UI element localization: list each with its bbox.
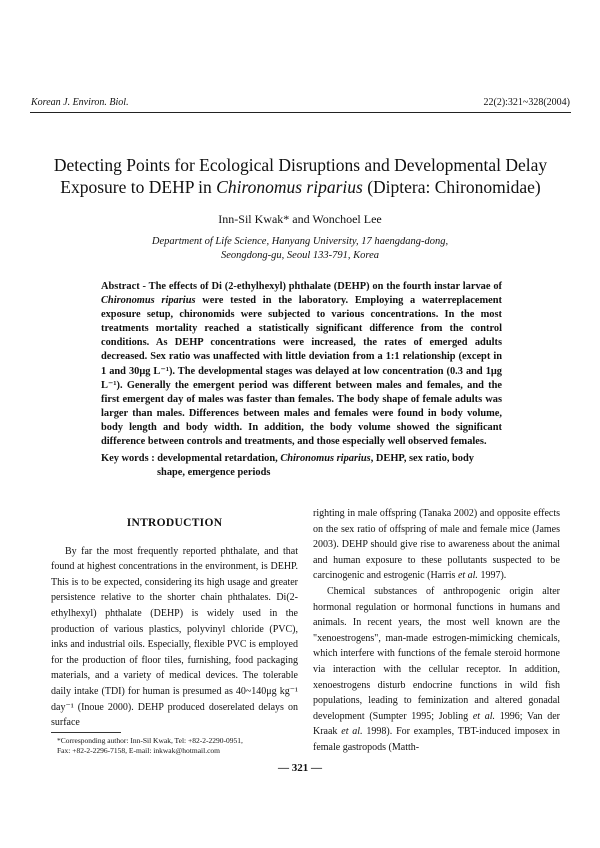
right-p0-text-b: 1997). <box>477 570 507 582</box>
left-column <box>51 506 298 731</box>
title-text-pre: Exposure to DEHP in <box>60 177 217 197</box>
right-p1-etal-2: et al. <box>341 726 363 738</box>
abstract-species: Chironomus riparius <box>101 295 196 307</box>
affiliation-line-2: Seongdong-gu, Seoul 133-791, Korea <box>221 250 379 261</box>
right-p1-text-b: 1996; Van der Kraak <box>313 710 561 738</box>
right-p1-text-a: Chemical substances of anthropogenic origin alter hormonal regulation or hormonal functions in humans and animals. In recent years, the most well known are the "xenoestrogens", man-made estrogen-mimicking chemicals, which interfere with functions of the female steroid hormone via interaction with the cellular receptor. In addition, xenoestrogens disturb endocrine functions in wild fish populations, leading to feminization and altered gonadal development (Sumpter 1995; Jobling <box>313 585 560 722</box>
affiliation <box>0 235 600 263</box>
right-paragraph-1 <box>313 584 560 756</box>
footnote-line-2: Fax: +82-2-2296-7158, E-mail: inkwak@hotmail.com <box>57 745 220 755</box>
running-header-journal: Korean J. Environ. Biol. <box>31 97 129 108</box>
keywords-text-3: shape, emergence periods <box>157 467 271 478</box>
right-p1-etal-1: et al. <box>472 710 496 722</box>
abstract-text-1: Abstract - The effects of Di (2-ethylhexyl) phthalate (DEHP) on the fourth instar larvae of <box>101 281 502 292</box>
keywords-species: Chironomus riparius <box>280 453 371 464</box>
right-column <box>313 506 560 756</box>
keywords-text-1: developmental retardation, <box>157 453 281 464</box>
abstract-text-2: were tested in the laboratory. Employing a waterreplacement exposure setup, chironomids were subjected to various concentrations. In the most treatments mortality reached a statistically significant difference from the control conditions. As DEHP concentrations were increased, the rates of emerged adults decreased. Sex ratio was unaffected with little deviation from a 1:1 relationship (except in 1 and 30μg L⁻¹). The developmental stages was delayed at low concentration (0.3 and 1μg L⁻¹). Generally the emergent period was different between males and females, and the first emergent day of males was faster than females. The body shape of female adults was larger than males. Differences between males and females were found in body volume, body length and body width. In addition, the body volume showed the significant difference between controls and treatments, and those especially well observed females. <box>101 295 502 448</box>
authors: Inn-Sil Kwak* and Wonchoel Lee <box>218 212 382 226</box>
title-line-1: Detecting Points for Ecological Disruptions and Developmental Delay <box>53 155 548 175</box>
footnote <box>57 736 243 755</box>
right-p0-text-a: righting in male offspring (Tanaka 2002) and opposite effects on the sex ratio of offspring of male and female mice (James 2003). DEHP should give rise to awareness about the animal and human exposure to these pollutants suspected to be carcinogenic and estrogenic (Harris <box>313 508 560 582</box>
right-p0-etal: et al. <box>457 570 478 582</box>
title-line-2 <box>30 176 571 198</box>
right-p1-text-c: 1998). For examples, TBT-induced imposex in female gastropods (Matth- <box>313 726 560 753</box>
footnote-rule <box>51 732 121 733</box>
keywords-text-2: , DEHP, sex ratio, body <box>370 453 474 464</box>
right-paragraph-0 <box>313 506 560 584</box>
keywords-label: Key words : <box>101 453 158 464</box>
footnote-line-1: *Corresponding author: Inn-Sil Kwak, Tel: +82-2-2290-0951, <box>57 736 243 745</box>
header-rule <box>30 112 571 113</box>
introduction-heading: INTRODUCTION <box>126 517 223 529</box>
abstract <box>101 280 502 449</box>
title-species: Chironomus riparius <box>216 177 363 197</box>
page-number: — 321 — <box>278 762 322 774</box>
running-header-issue: 22(2):321~328(2004) <box>483 97 570 108</box>
title-text-post: (Diptera: Chironomidae) <box>362 177 541 197</box>
keywords <box>101 452 506 480</box>
intro-paragraph-1: By far the most frequently reported phthalate, and that found at highest concentrations in the environment, is DEHP. This is to be expected, considering its high usage and greater persistence relative to the shorter chain phthalates. Di(2-ethylhexyl) phthalate (DEHP) is widely used in the production of various plastics, polyvinyl chloride (PVC), inks and industrial oils. Especially, flexible PVC is employed for the production of floor tiles, furnishing, food packaging materials, and a variety of medical devices. The tolerable daily intake (TDI) for human is presumed as 40~140μg kg⁻¹ day⁻¹ (Inoue 2000). DEHP produced doserelated delays on surface <box>51 545 298 729</box>
affiliation-line-1: Department of Life Science, Hanyang University, 17 haengdang-dong, <box>151 236 449 247</box>
paper-title <box>30 154 571 198</box>
